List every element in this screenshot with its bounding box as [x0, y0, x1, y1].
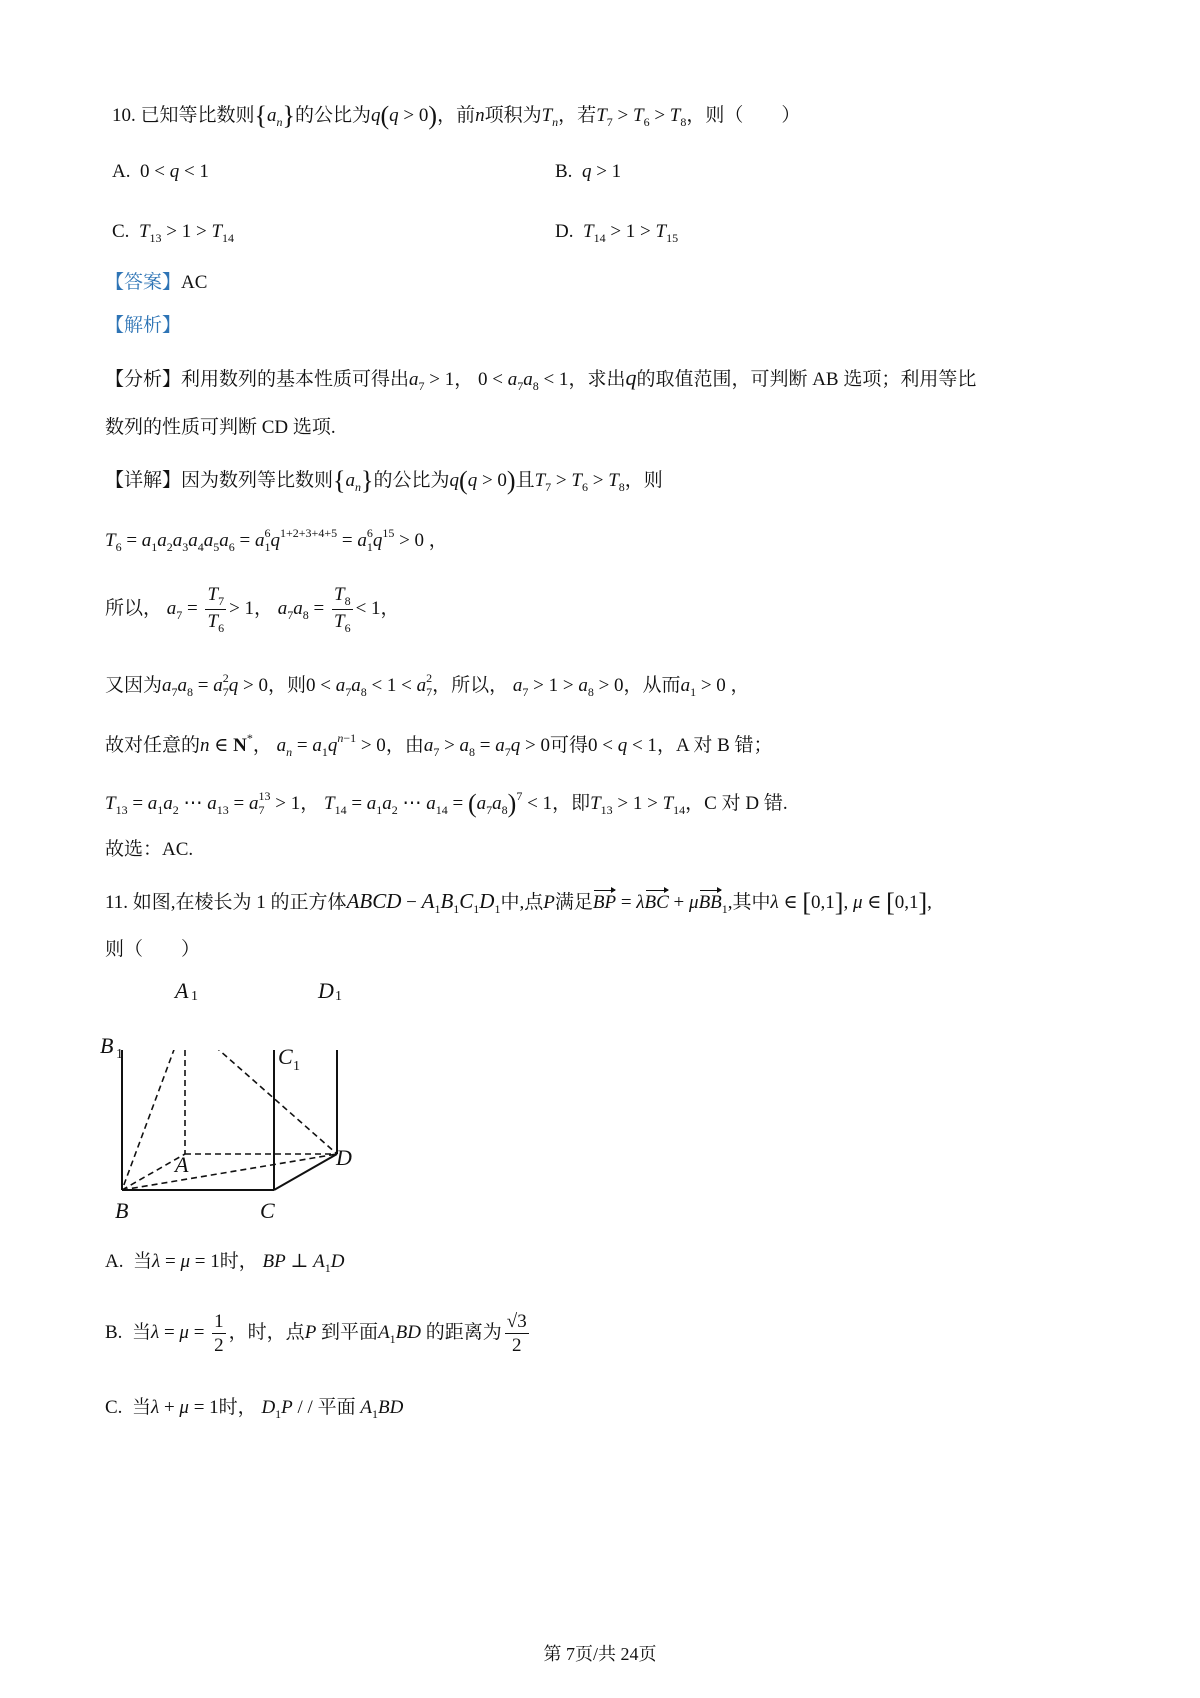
question-number: 10. — [112, 105, 136, 126]
answer-value: AC — [181, 272, 208, 293]
formula-youyinwei: 又因为$a_7a_8 = a_7^2q > 0$，则$0 < a_7a_8 < 1 < a_7^2$，所以， $a_7 > 1 > a_8 > 0$，从而$a_1 > 0$ ， — [105, 671, 750, 699]
q11-option-b: B. 当λ = μ = $\frac{1}{2}$ ，时，点P 到平面$A_1BD$ 的距离为 $\frac{√3}{2}$ — [105, 1311, 527, 1356]
analysis-heading: 【解析】 — [105, 315, 182, 336]
formula-renyi: 故对任意的n ∈ N*， $a_n = a_1q^{n-1} > 0$，由$a_7 > a_8 = a_7q > 0$可得0 < q < 1，A 对 B 错； — [105, 731, 773, 759]
q10-option-b: B. q > 1 — [555, 161, 622, 182]
formula-ratios: 所以， $a_7$ = $\frac{T_7}{T_6}$ > 1， $a_7a_8$ = $\frac{T_8}{T_6}$ < 1， — [105, 584, 400, 635]
conclusion: 故选：AC. — [105, 839, 194, 860]
label-a1: A — [175, 978, 189, 1003]
answer-label: 【答案】 — [105, 272, 182, 293]
formula-t6: $T_6 = a_1a_2a_3a_4a_5a_6 = a_1^6q^{1+2+3+4+5} = a_1^6q^{15} > 0$ ， — [105, 526, 448, 554]
formula-t13-t14: $T_{13} = a_1a_2$ ⋯ $a_{13} = a_7^{13} > 1$， $T_{14} = a_1a_2$ ⋯ $a_{14} = (a_7a_8)^7 < 1$，即$T_{13} > 1 > T_{14}$，C 对 D 错. — [105, 789, 788, 818]
label-a: A — [175, 1152, 189, 1177]
label-c: C — [260, 1198, 275, 1223]
vertex-labels — [100, 978, 352, 1223]
q10-option-c: C. $T_{13} > 1 > T_{14}$ — [112, 221, 235, 245]
q10-option-a: A. 0 < q < 1 — [112, 161, 209, 182]
label-d: D — [336, 1145, 352, 1170]
svg-text:1: 1 — [293, 1059, 300, 1074]
label-b: B — [115, 1198, 129, 1223]
q10-stem: 10. 已知等比数则$\{a_n\}$的公比为q(q > 0)，前n项积为$T_n$，若$T_7 > T_6 > T_8$，则（ ） — [112, 101, 801, 130]
label-c1: C — [278, 1044, 293, 1069]
label-d1: D — [318, 978, 334, 1003]
q10-option-d: D. $T_{14} > 1 > T_{15}$ — [555, 221, 679, 245]
q11-stem-line2: 则（ ） — [105, 939, 201, 960]
q11-option-c: C. 当λ + μ = 1时， $D_1P$ / / 平面 $A_1BD$ — [105, 1397, 404, 1421]
svg-text:1: 1 — [116, 1047, 123, 1062]
svg-text:1: 1 — [335, 989, 342, 1004]
answer-line — [105, 273, 207, 292]
page-footer: 第 7页/共 24页 — [543, 1644, 657, 1664]
fenxi-line-2: 数列的性质可判断 CD 选项. — [105, 417, 336, 438]
svg-text:1: 1 — [191, 989, 198, 1004]
xiangjie-line-1: 【详解】因为数列等比数则$\{a_n\}$的公比为q(q > 0)且$T_7 > T_6 > T_8$，则 — [105, 466, 663, 495]
q11-stem: 11. 如图,在棱长为 1 的正方体ABCD − $A_1B_1C_1D_1$中,点P满足BP = λBC + μBB$_1$,其中λ ∈ [0,1], μ ∈ [0,1], — [105, 888, 932, 917]
cube-labels — [95, 960, 375, 1230]
fenxi-line-1: 【分析】利用数列的基本性质可得出$a_7 > 1$， $0 < a_7a_8 < 1$，求出q的取值范围，可判断 AB 选项；利用等比 — [105, 365, 977, 393]
label-b1: B — [100, 1033, 114, 1058]
q11-option-a: A. 当λ = μ = 1时， BP ⊥ $A_1D$ — [105, 1251, 345, 1275]
